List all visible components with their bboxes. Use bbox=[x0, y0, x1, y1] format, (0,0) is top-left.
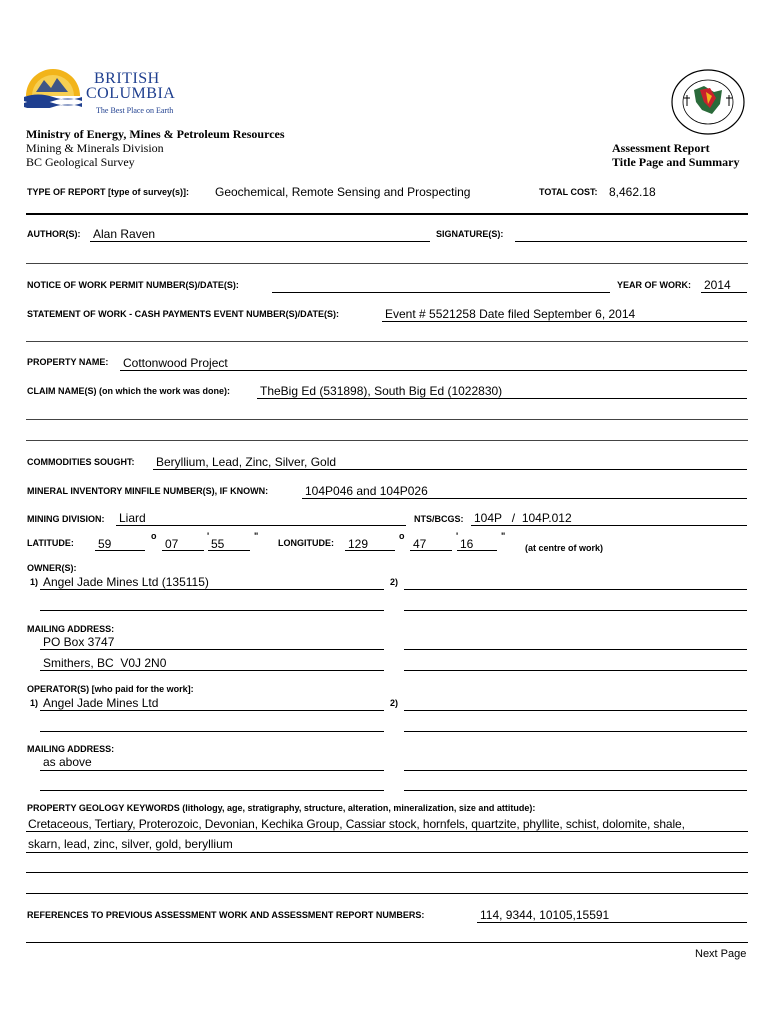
geology-line-4 bbox=[26, 893, 748, 894]
claim-names-value[interactable]: TheBig Ed (531898), South Big Ed (1022830) bbox=[260, 384, 503, 398]
latitude-minutes[interactable]: 07 bbox=[165, 537, 179, 551]
latitude-degrees[interactable]: 59 bbox=[98, 537, 112, 551]
minfile-value[interactable]: 104P046 and 104P026 bbox=[305, 484, 428, 498]
claim-field-line bbox=[257, 398, 747, 399]
longitude-seconds[interactable]: 16 bbox=[460, 537, 474, 551]
centre-note: (at centre of work) bbox=[525, 543, 604, 553]
year-of-work-label: YEAR OF WORK: bbox=[617, 280, 691, 290]
mining-division-value[interactable]: Liard bbox=[119, 511, 146, 525]
owner-number-2: 2) bbox=[390, 577, 399, 587]
logo-tagline: The Best Place on Earth bbox=[96, 106, 174, 115]
lon-min-line bbox=[410, 550, 452, 551]
references-line-2 bbox=[26, 942, 748, 943]
nts-label: NTS/BCGS: bbox=[414, 514, 464, 524]
lat-sec-line bbox=[208, 550, 250, 551]
operator-1-line bbox=[40, 710, 384, 711]
lon-deg-line bbox=[345, 550, 395, 551]
owner-mailing-label: MAILING ADDRESS: bbox=[27, 624, 115, 634]
longitude-label: LONGITUDE: bbox=[278, 538, 334, 548]
geology-keywords-line-2[interactable]: skarn, lead, zinc, silver, gold, beryllium bbox=[28, 837, 233, 851]
nts-value[interactable]: 104P / 104P.012 bbox=[474, 511, 572, 525]
latitude-label: LATITUDE: bbox=[27, 538, 74, 548]
year-of-work-value[interactable]: 2014 bbox=[704, 278, 731, 292]
owner-number-1: 1) bbox=[30, 577, 39, 587]
owner-address-2[interactable]: Smithers, BC V0J 2N0 bbox=[43, 656, 167, 670]
owner-address-1[interactable]: PO Box 3747 bbox=[43, 635, 115, 649]
owner-address-line-1 bbox=[40, 649, 384, 650]
ministry-name: Ministry of Energy, Mines & Petroleum Resources bbox=[26, 127, 285, 141]
minfile-label: MINERAL INVENTORY MINFILE NUMBER(S), IF KNOWN: bbox=[27, 486, 269, 496]
commodities-value[interactable]: Beryllium, Lead, Zinc, Silver, Gold bbox=[156, 455, 337, 469]
operator-2-address-line-2 bbox=[404, 790, 747, 791]
geology-line-2 bbox=[26, 852, 748, 853]
author-field-line bbox=[90, 241, 430, 242]
logo-name: BRITISH bbox=[94, 70, 160, 87]
seal-icon bbox=[670, 68, 746, 136]
owner-2-address-line-1 bbox=[404, 649, 747, 650]
claim-names-label: CLAIM NAME(S) (on which the work was done): bbox=[27, 386, 230, 396]
owner-1-line bbox=[40, 589, 384, 590]
type-of-report-value[interactable]: Geochemical, Remote Sensing and Prospecting bbox=[215, 185, 471, 199]
claim-extra-line bbox=[26, 419, 748, 420]
owner-1-value[interactable]: Angel Jade Mines Ltd (135115) bbox=[43, 575, 209, 589]
longitude-minutes[interactable]: 47 bbox=[413, 537, 427, 551]
owner-1-line-2 bbox=[40, 610, 384, 611]
owners-label: OWNER(S): bbox=[27, 563, 77, 573]
references-field-line bbox=[477, 922, 747, 923]
next-page-link[interactable]: Next Page bbox=[695, 948, 747, 960]
commodities-field-line bbox=[153, 469, 747, 470]
geology-keywords-line-1[interactable]: Cretaceous, Tertiary, Proterozoic, Devonian, Kechika Group, Cassiar stock, hornfels, quartzite, phyllite, schist, dolomite, shale, bbox=[28, 817, 685, 831]
permit-field-line[interactable] bbox=[272, 292, 610, 293]
total-cost-value[interactable]: 8,462.18 bbox=[609, 185, 656, 199]
permit-label: NOTICE OF WORK PERMIT NUMBER(S)/DATE(S): bbox=[27, 280, 239, 290]
latitude-seconds[interactable]: 55 bbox=[211, 537, 225, 551]
divider bbox=[26, 263, 748, 264]
owner-2-line-2 bbox=[404, 610, 747, 611]
degree-symbol: o bbox=[399, 531, 405, 541]
operator-2-line-2 bbox=[404, 731, 747, 732]
degree-symbol: o bbox=[151, 531, 157, 541]
bc-logo-sun-icon bbox=[22, 66, 84, 108]
signature-label: SIGNATURE(S): bbox=[436, 229, 504, 239]
report-title-1: Assessment Report bbox=[612, 141, 710, 155]
references-label: REFERENCES TO PREVIOUS ASSESSMENT WORK AND ASSESSMENT REPORT NUMBERS: bbox=[27, 910, 425, 920]
references-value[interactable]: 114, 9344, 10105,15591 bbox=[480, 908, 610, 922]
statement-value[interactable]: Event # 5521258 Date filed September 6, 2014 bbox=[385, 307, 636, 321]
author-value[interactable]: Alan Raven bbox=[93, 227, 156, 241]
commodities-label: COMMODITIES SOUGHT: bbox=[27, 457, 135, 467]
longitude-degrees[interactable]: 129 bbox=[348, 537, 369, 551]
operator-1-value[interactable]: Angel Jade Mines Ltd bbox=[43, 696, 159, 710]
statement-label: STATEMENT OF WORK - CASH PAYMENTS EVENT NUMBER(S)/DATE(S): bbox=[27, 309, 339, 319]
operator-number-1: 1) bbox=[30, 698, 39, 708]
divider bbox=[26, 341, 748, 342]
lat-deg-line bbox=[95, 550, 145, 551]
nts-field-line bbox=[471, 525, 747, 526]
minute-symbol: ' bbox=[207, 531, 210, 541]
property-field-line bbox=[120, 370, 747, 371]
lon-sec-line bbox=[457, 550, 497, 551]
year-field-line bbox=[701, 292, 747, 293]
operator-2-line[interactable] bbox=[404, 710, 747, 711]
type-of-report-label: TYPE OF REPORT [type of survey(s)]: bbox=[27, 187, 190, 197]
signature-field-line[interactable] bbox=[515, 241, 747, 242]
geology-line-1 bbox=[26, 831, 748, 832]
operator-2-address-line-1 bbox=[404, 770, 747, 771]
operators-label: OPERATOR(S) [who paid for the work]: bbox=[27, 684, 194, 694]
report-title-2: Title Page and Summary bbox=[612, 155, 740, 169]
logo-name-2: COLUMBIA bbox=[86, 85, 176, 102]
operator-number-2: 2) bbox=[390, 698, 399, 708]
minfile-field-line bbox=[302, 498, 747, 499]
owner-2-address-line-2 bbox=[404, 670, 747, 671]
geological-survey-seal bbox=[670, 68, 746, 136]
mining-division-field-line bbox=[116, 525, 406, 526]
owner-2-line[interactable] bbox=[404, 589, 747, 590]
second-symbol: " bbox=[501, 531, 506, 541]
minute-symbol: ' bbox=[456, 531, 459, 541]
divider bbox=[26, 213, 748, 215]
operator-address-1[interactable]: as above bbox=[43, 755, 92, 769]
total-cost-label: TOTAL COST: bbox=[539, 187, 598, 197]
operator-1-line-2 bbox=[40, 731, 384, 732]
author-label: AUTHOR(S): bbox=[27, 229, 81, 239]
survey-name: BC Geological Survey bbox=[26, 155, 135, 169]
operator-mailing-label: MAILING ADDRESS: bbox=[27, 744, 115, 754]
lat-min-line bbox=[162, 550, 204, 551]
second-symbol: " bbox=[254, 531, 259, 541]
operator-address-line-2 bbox=[40, 790, 384, 791]
owner-address-line-2 bbox=[40, 670, 384, 671]
division-name: Mining & Minerals Division bbox=[26, 141, 164, 155]
divider bbox=[26, 440, 748, 441]
geology-line-3 bbox=[26, 872, 748, 873]
geology-keywords-label: PROPERTY GEOLOGY KEYWORDS (lithology, age, stratigraphy, structure, alteration, mineralization, size and attitude): bbox=[27, 803, 536, 813]
property-name-label: PROPERTY NAME: bbox=[27, 357, 109, 367]
property-name-value[interactable]: Cottonwood Project bbox=[123, 356, 228, 370]
bc-logo bbox=[22, 64, 182, 116]
statement-field-line bbox=[382, 321, 747, 322]
mining-division-label: MINING DIVISION: bbox=[27, 514, 105, 524]
operator-address-line-1 bbox=[40, 770, 384, 771]
